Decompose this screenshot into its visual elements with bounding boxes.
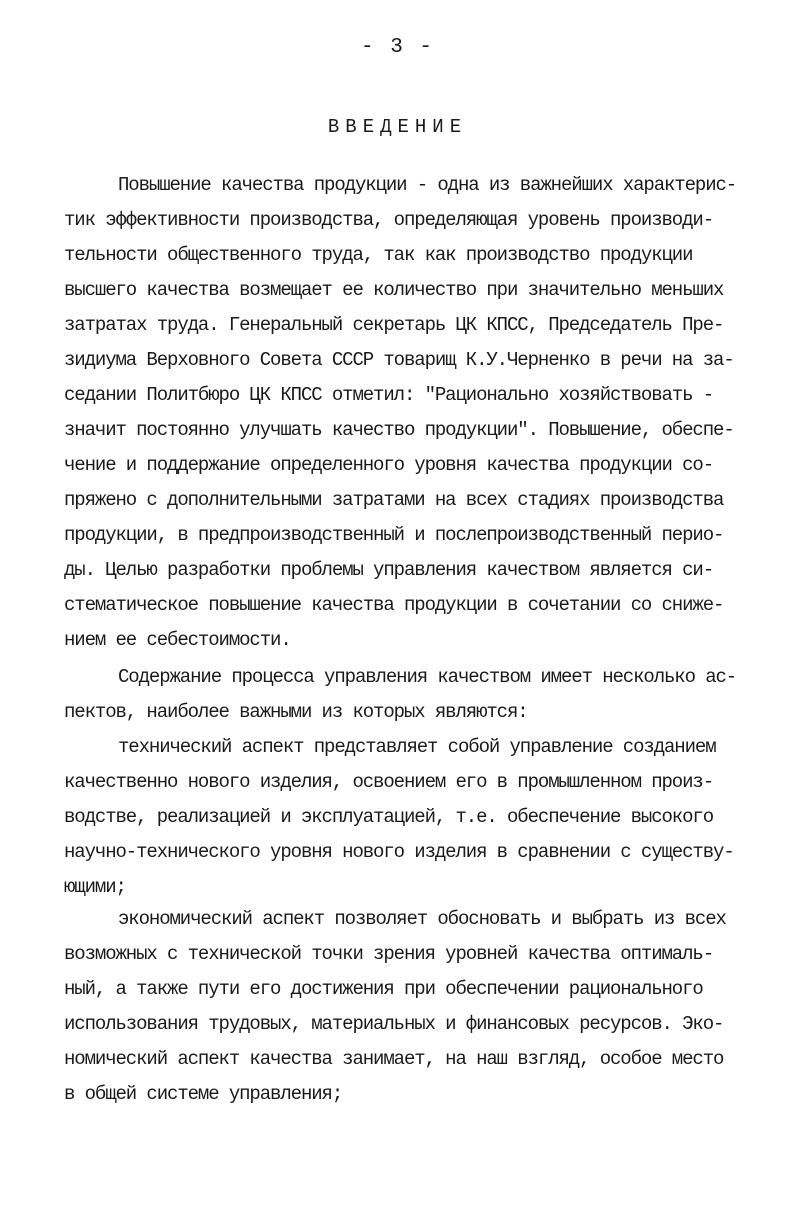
paragraph-3	[64, 730, 764, 905]
text-line: ный, а также пути его достижения при обеспечении рационального	[64, 978, 703, 1000]
text-line: чение и поддержание определенного уровня качества продукции со-	[64, 454, 714, 476]
text-line: пектов, наиболее важными из которых являются:	[64, 701, 528, 723]
text-line: нием ее себестоимости.	[64, 629, 291, 651]
text-line: Повышение качества продукции - одна из важнейших характерис-	[118, 174, 737, 196]
text-line: тик эффективности производства, определяющая уровень производи-	[64, 209, 714, 231]
text-line: высшего качества возмещает ее количество при значительно меньших	[64, 279, 724, 301]
paragraph-2	[64, 660, 764, 730]
text-line: технический аспект представляет собой управление созданием	[118, 736, 716, 758]
text-line: в общей системе управления;	[64, 1083, 343, 1105]
text-line: ды. Целью разработки проблемы управления качеством является си-	[64, 559, 714, 581]
page-number: - 3 -	[360, 36, 434, 59]
paragraph-4	[64, 902, 764, 1112]
text-line: Содержание процесса управления качеством имеет несколько ас-	[118, 666, 737, 688]
text-line: седании Политбюро ЦК КПСС отметил: "Рационально хозяйствовать -	[64, 384, 714, 406]
text-line: зидиума Верховного Совета СССР товарищ К.У.Черненко в речи на за-	[64, 349, 734, 371]
text-line: значит постоянно улучшать качество продукции". Повышение, обеспе-	[64, 419, 734, 441]
text-line: качественно нового изделия, освоением его в промышленном произ-	[64, 771, 714, 793]
section-heading: ВВЕДЕНИЕ	[327, 116, 468, 138]
text-line: затратах труда. Генеральный секретарь ЦК КПСС, Председатель Пре-	[64, 314, 724, 336]
text-line: номический аспект качества занимает, на наш взгляд, особое место	[64, 1048, 724, 1070]
text-line: тельности общественного труда, так как производство продукции	[64, 244, 693, 266]
paragraph-1	[64, 168, 764, 658]
text-line: экономический аспект позволяет обосновать и выбрать из всех	[118, 908, 726, 930]
text-line: научно-технического уровня нового изделия в сравнении с существу-	[64, 841, 734, 863]
text-line: использования трудовых, материальных и финансовых ресурсов. Эко-	[64, 1013, 724, 1035]
text-line: возможных с технической точки зрения уровней качества оптималь-	[64, 943, 714, 965]
text-line: ющими;	[64, 876, 126, 898]
text-line: пряжено с дополнительными затратами на всех стадиях производства	[64, 489, 724, 511]
text-line: водстве, реализацией и эксплуатацией, т.е. обеспечение высокого	[64, 806, 714, 828]
text-line: продукции, в предпроизводственный и послепроизводственный перио-	[64, 524, 724, 546]
text-line: стематическое повышение качества продукции в сочетании со сниже-	[64, 594, 724, 616]
